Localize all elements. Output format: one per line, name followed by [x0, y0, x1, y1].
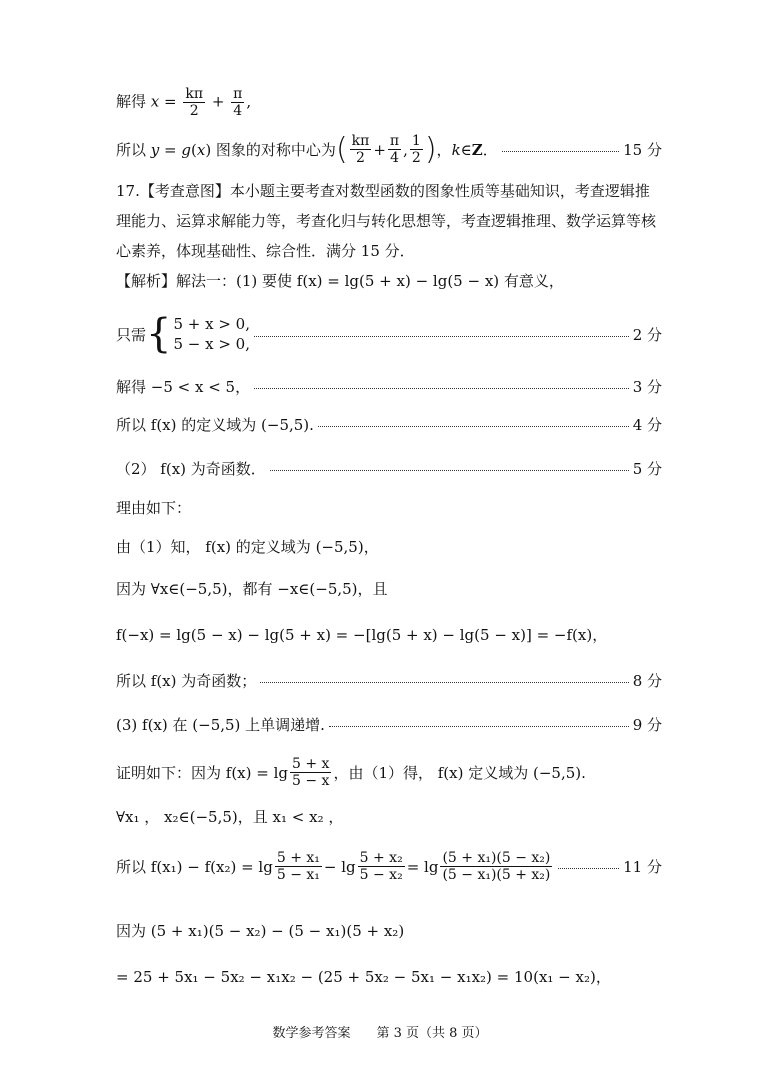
reason-line: 理由如下：	[116, 499, 192, 517]
monotonic-line: (3) f(x) 在 (−5,5) 上单调递增. 9 分	[116, 716, 662, 734]
domain-recall-line: 由（1）知， f(x) 的定义域为 (−5,5)，	[116, 538, 379, 556]
because-line: 因为 (5 + x₁)(5 − x₂) − (5 − x₁)(5 + x₂)	[116, 922, 405, 940]
inequality-system: { 5 + x > 0, 5 − x > 0,	[146, 311, 250, 358]
score: 3 分	[632, 378, 662, 396]
score: 8 分	[632, 672, 662, 690]
forall-line: 因为 ∀x∈(−5,5)，都有 −x∈(−5,5)，且	[116, 580, 388, 598]
expansion-line: = 25 + 5x₁ − 5x₂ − x₁x₂ − (25 + 5x₂ − 5x₁ − x₁x₂) = 10(x₁ − x₂)，	[116, 968, 611, 986]
x1-x2-line: ∀x₁ ， x₂∈(−5,5)，且 x₁ < x₂ ，	[116, 808, 344, 826]
symmetry-center-line: 所以 y = g(x) 图象的对称中心为 ( $\frac{k\pi}{2}$ + $\frac{\pi}{4}$ , $\frac{1}{2}$ ) ，k∈Z． 15 分	[116, 132, 662, 167]
score: 9 分	[632, 716, 662, 734]
f-neg-x-line: f(−x) = lg(5 − x) − lg(5 + x) = −[lg(5 + x) − lg(5 − x)] = −f(x)，	[116, 626, 608, 644]
solve-x-line: 解得 x = $\frac{k\pi}{2}$ + $\frac{\pi}{4}$ ,	[116, 86, 252, 120]
fraction: $\frac{\pi}{4}$	[233, 86, 243, 120]
fraction: $\frac{k\pi}{2}$	[185, 86, 204, 120]
difference-line: 所以 f(x₁) − f(x₂) = lg $\frac{\text{5 + x₁}}{\text{5 − x₁}}$ − lg $\frac{\text{5 + x₂}}{\text{5 − x₂}}$ = lg $\frac{\text{(5 + x₁)(5 − x₂)}}{\text{(5 − x₁)(5 + x₂)}}$ 11 分	[116, 850, 662, 884]
score: 4 分	[632, 416, 662, 434]
page-footer: 数学参考答案 第 3 页（共 8 页）	[272, 1026, 488, 1041]
proof-line: 证明如下：因为 f(x) = lg $\frac{5 + x}{5 - x}$ ，由（1）得， f(x) 定义域为 (−5,5).	[116, 756, 586, 790]
analysis-line: 【解析】解法一：(1) 要使 f(x) = lg(5 + x) − lg(5 − x) 有意义，	[116, 272, 564, 290]
solve-range-line: 解得 −5 < x < 5， 3 分	[116, 378, 662, 396]
score: 5 分	[632, 460, 662, 478]
score: 15 分	[623, 141, 662, 159]
score: 11 分	[623, 858, 662, 877]
odd-function-line: （2） f(x) 为奇函数． 5 分	[116, 460, 662, 478]
odd-conclusion-line: 所以 f(x) 为奇函数； 8 分	[116, 672, 662, 690]
question-17-intent: 17.【考查意图】本小题主要考查对数型函数的图象性质等基础知识，考查逻辑推理能力、运算求解能力等，考查化归与转化思想等，考查逻辑推理、数学运算等核心素养，体现基础性、综合性．满分 15 分．	[116, 182, 657, 260]
score: 2 分	[632, 325, 662, 344]
domain-line: 所以 f(x) 的定义域为 (−5,5). 4 分	[116, 416, 662, 434]
system-line: 只需 { 5 + x > 0, 5 − x > 0, 2 分	[116, 311, 662, 358]
